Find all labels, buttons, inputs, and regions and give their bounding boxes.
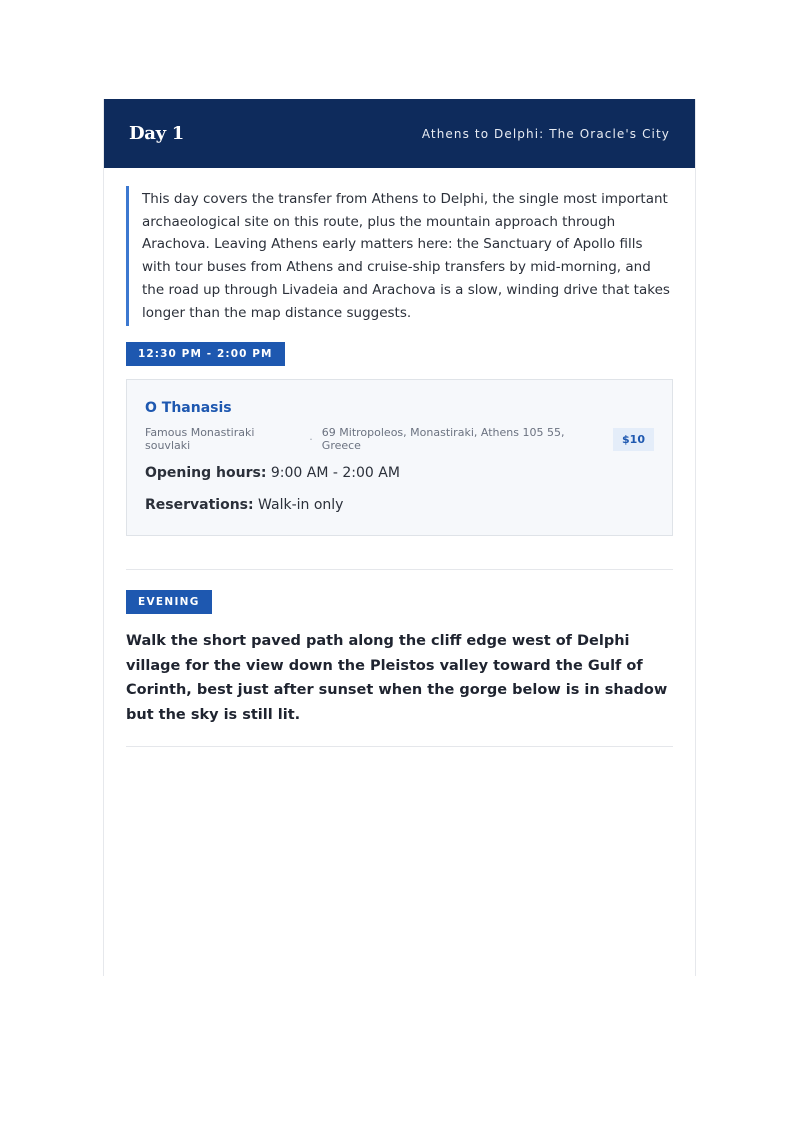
reservations [145, 497, 654, 513]
venue-card [126, 379, 673, 536]
day-title: Day 1 [129, 123, 185, 144]
venue-description: Famous Monastiraki souvlaki [145, 426, 255, 453]
reservations-value: Walk-in only [258, 497, 344, 514]
meta-separator: · [309, 432, 313, 446]
venue-name[interactable]: O Thanasis [145, 400, 232, 417]
day-intro: This day covers the transfer from Athens to Delphi, the single most important archaeological site on this route, plus the mountain approach through Arachova. Leaving Athens early matters here: the Sanctuary of Apollo fills with tour buses from Athens and cruise-ship transfers by mid-morning, and the road up through Livadeia and Arachova is a slow, winding drive that takes longer than the map distance suggests. [126, 186, 673, 326]
card-fade [104, 916, 695, 976]
time-slot-badge: 12:30 PM - 2:00 PM [126, 342, 285, 366]
day-subtitle: Athens to Delphi: The Oracle's City [421, 126, 670, 141]
day-content [104, 168, 695, 747]
evening-badge: EVENING [126, 590, 212, 614]
venue-meta [145, 426, 654, 452]
day-header [104, 99, 695, 168]
opening-hours-value: 9:00 AM - 2:00 AM [270, 465, 400, 482]
day-card [103, 99, 696, 976]
section-divider [126, 569, 673, 570]
opening-hours [145, 465, 654, 481]
opening-hours-label: Opening hours: [145, 465, 267, 482]
section-divider-bottom [126, 746, 673, 747]
venue-address: 69 Mitropoleos, Monastiraki, Athens 105 55, Greece [321, 426, 565, 453]
reservations-label: Reservations: [145, 497, 254, 514]
evening-description: Walk the short paved path along the cliff edge west of Delphi village for the view down the Pleistos valley toward the Gulf of Corinth, best just after sunset when the gorge below is in shadow but the sky is still lit. [126, 633, 668, 723]
price-badge: $10 [613, 428, 654, 451]
